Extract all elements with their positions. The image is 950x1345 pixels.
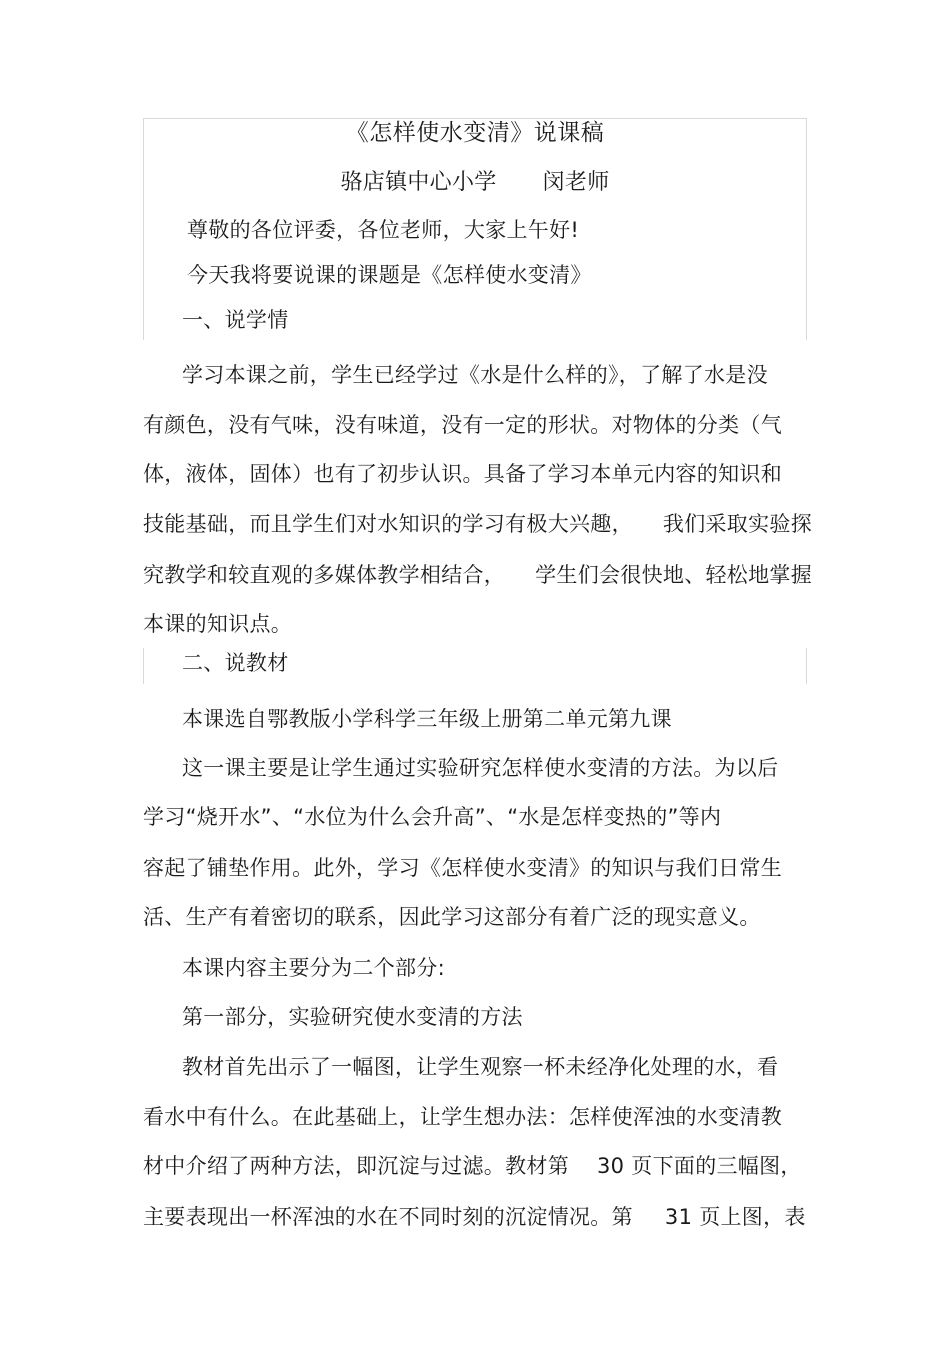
- section2-line: 这一课主要是让学生通过实验研究怎样使水变清的方法。为以后: [182, 756, 779, 780]
- section1-line: [143, 561, 812, 589]
- section1-line: 体，液体，固体）也有了初步认识。具备了学习本单元内容的知识和: [143, 462, 782, 486]
- section1-line: 有颜色，没有气味，没有味道，没有一定的形状。对物体的分类（气: [143, 413, 782, 437]
- section1-line: 本课的知识点。: [143, 612, 293, 636]
- section2-line-part: 31 页上图，表: [664, 1205, 806, 1229]
- section2-line-part: 材中介绍了两种方法，即沉淀与过滤。教材第: [143, 1154, 569, 1178]
- section2-heading: 二、说教材: [182, 651, 289, 675]
- section2-source: 本课选自鄂教版小学科学三年级上册第二单元第九课: [182, 707, 672, 731]
- intro-text: 今天我将要说课的课题是《怎样使水变清》: [187, 263, 592, 287]
- section2-box-left-border: [143, 648, 144, 684]
- section2-line-part: 主要表现出一杯浑浊的水在不同时刻的沉淀情况。第: [143, 1205, 633, 1229]
- section2-line: 学习“烧开水”、“水位为什么会升高”、“水是怎样变热的”等内: [143, 805, 722, 829]
- header-box-right-border: [806, 118, 807, 340]
- section2-line: 本课内容主要分为二个部分:: [182, 956, 445, 980]
- header-box-left-border: [143, 118, 144, 340]
- section2-line: 第一部分，实验研究使水变清的方法: [182, 1005, 523, 1029]
- section1-heading: 一、说学情: [182, 308, 289, 332]
- section2-line: 容起了铺垫作用。此外，学习《怎样使水变清》的知识与我们日常生: [143, 856, 782, 880]
- section2-line: 看水中有什么。在此基础上，让学生想办法：怎样使浑浊的水变清教: [143, 1105, 782, 1129]
- section1-line-part: 学生们会很快地、轻松地掌握: [535, 563, 813, 587]
- section2-line: [143, 1152, 802, 1180]
- section1-line-part: 技能基础，而且学生们对水知识的学习有极大兴趣，: [143, 512, 633, 536]
- teacher-name: 闵老师: [542, 170, 610, 195]
- section1-line: 学习本课之前，学生已经学过《水是什么样的》，了解了水是没: [182, 363, 768, 387]
- section2-line: 教材首先出示了一幅图，让学生观察一杯未经净化处理的水，看: [182, 1055, 779, 1079]
- school-name: 骆店镇中心小学: [340, 170, 497, 195]
- section1-line-part: 我们采取实验探: [662, 512, 813, 536]
- section2-line: 活、生产有着密切的联系，因此学习这部分有着广泛的现实意义。: [143, 905, 761, 929]
- section1-line: [143, 510, 812, 538]
- section2-line: [143, 1203, 806, 1231]
- author-line: [0, 169, 950, 197]
- document-title: 《怎样使水变清》说课稿: [345, 120, 605, 146]
- section2-box-right-border: [806, 648, 807, 684]
- section2-line-part: 30 页下面的三幅图，: [597, 1154, 802, 1178]
- section1-line-part: 究教学和较直观的多媒体教学相结合，: [143, 563, 506, 587]
- greeting-text: 尊敬的各位评委，各位老师，大家上午好!: [187, 218, 580, 242]
